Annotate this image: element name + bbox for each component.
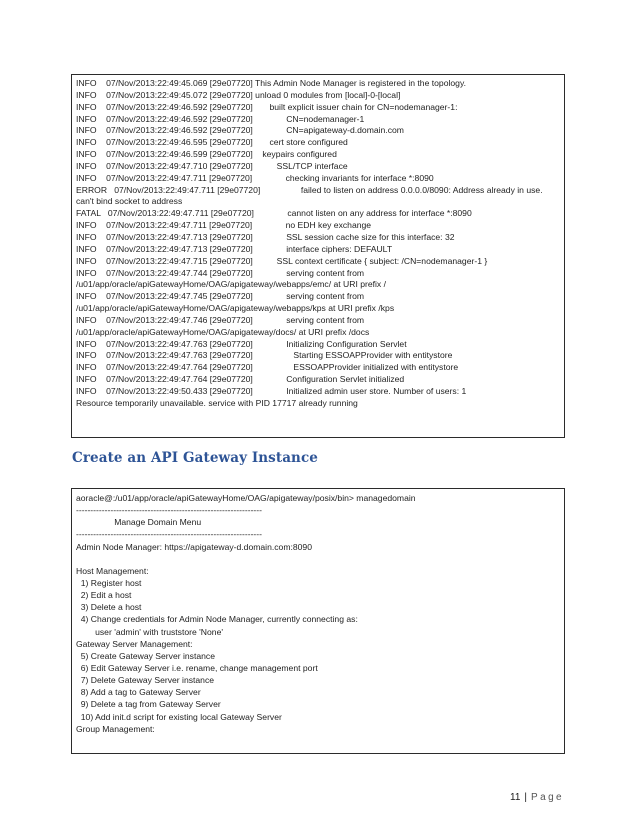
log-line-error: ERROR 07/Nov/2013:22:49:47.711 [29e07720] failed to listen on address 0.0.0.0/8090: Address already in use. can't bind socket to address — [76, 184, 545, 207]
log-line: Resource temporarily unavailable. service with PID 17717 already running — [76, 397, 358, 408]
cli-line: Gateway Server Management: — [76, 638, 193, 649]
cli-line: 5) Create Gateway Server instance — [76, 650, 215, 661]
footer-separator: | — [524, 792, 528, 803]
log-line: INFO 07/Nov/2013:22:49:45.072 [29e07720] unload 0 modules from [local]-0-[local] — [76, 89, 401, 100]
cli-line: 10) Add init.d script for existing local Gateway Server — [76, 711, 282, 722]
log-line: INFO 07/Nov/2013:22:49:47.746 [29e07720] serving content from — [76, 314, 365, 325]
log-line: INFO 07/Nov/2013:22:49:46.592 [29e07720] built explicit issuer chain for CN=nodemanager-1: — [76, 101, 458, 112]
log-line: INFO 07/Nov/2013:22:49:47.764 [29e07720] Configuration Servlet initialized — [76, 374, 405, 385]
page-label: Page — [531, 792, 564, 803]
cli-line: 2) Edit a host — [76, 590, 132, 601]
log-line: /u01/app/oracle/apiGatewayHome/OAG/apigateway/webapps/emc/ at URI prefix / — [76, 279, 387, 290]
log-line: INFO 07/Nov/2013:22:49:47.710 [29e07720] SSL/TCP interface — [76, 160, 348, 171]
log-line: INFO 07/Nov/2013:22:49:47.711 [29e07720] checking invariants for interface *:8090 — [76, 172, 434, 183]
log-line: /u01/app/oracle/apiGatewayHome/OAG/apigateway/webapps/kps at URI prefix /kps — [76, 303, 395, 314]
cli-line: 8) Add a tag to Gateway Server — [76, 687, 201, 698]
cli-divider: ----------------------------------------------------------------- — [76, 529, 263, 540]
cli-line: user 'admin' with truststore 'None' — [76, 626, 223, 637]
cli-line: Group Management: — [76, 723, 155, 734]
cli-divider: ----------------------------------------------------------------- — [76, 505, 263, 516]
cli-line: 1) Register host — [76, 577, 142, 588]
log-line: INFO 07/Nov/2013:22:49:47.713 [29e07720] interface ciphers: DEFAULT — [76, 243, 393, 254]
log-line: INFO 07/Nov/2013:22:49:47.711 [29e07720] no EDH key exchange — [76, 220, 372, 231]
cli-line: 9) Delete a tag from Gateway Server — [76, 699, 221, 710]
log-line: INFO 07/Nov/2013:22:49:47.715 [29e07720] SSL context certificate { subject: /CN=nodemanager-1 } — [76, 255, 488, 266]
log-line: INFO 07/Nov/2013:22:49:47.764 [29e07720] ESSOAPProvider initialized with entitystore — [76, 362, 459, 373]
log-line: INFO 07/Nov/2013:22:49:47.713 [29e07720] SSL session cache size for this interface: 32 — [76, 231, 455, 242]
cli-line: 7) Delete Gateway Server instance — [76, 675, 215, 686]
log-line: INFO 07/Nov/2013:22:49:50.433 [29e07720] Initialized admin user store. Number of users: 1 — [76, 385, 467, 396]
section-heading: Create an API Gateway Instance — [72, 450, 318, 466]
log-line-fatal: FATAL 07/Nov/2013:22:49:47.711 [29e07720] cannot listen on any address for interface *:8090 — [76, 208, 472, 219]
log-line: INFO 07/Nov/2013:22:49:47.744 [29e07720] serving content from — [76, 267, 365, 278]
cli-blank-line — [76, 553, 561, 565]
log-output-box — [71, 74, 565, 438]
page-footer — [510, 792, 564, 803]
log-line: INFO 07/Nov/2013:22:49:45.069 [29e07720] This Admin Node Manager is registered in the topology. — [76, 78, 466, 88]
page-number: 11 — [510, 792, 521, 803]
cli-line: aoracle@:/u01/app/oracle/apiGatewayHome/OAG/apigateway/posix/bin> managedomain — [76, 493, 416, 503]
log-line: INFO 07/Nov/2013:22:49:47.763 [29e07720] Starting ESSOAPProvider with entitystore — [76, 350, 453, 361]
cli-line: 3) Delete a host — [76, 602, 142, 613]
cli-line: 4) Change credentials for Admin Node Manager, currently connecting as: — [76, 614, 358, 625]
log-line: INFO 07/Nov/2013:22:49:46.592 [29e07720] CN=apigateway-d.domain.com — [76, 125, 404, 136]
cli-output-box — [71, 488, 565, 754]
log-line: INFO 07/Nov/2013:22:49:46.599 [29e07720] keypairs configured — [76, 149, 337, 160]
log-line: INFO 07/Nov/2013:22:49:47.763 [29e07720] Initializing Configuration Servlet — [76, 338, 407, 349]
log-line: /u01/app/oracle/apiGatewayHome/OAG/apigateway/docs/ at URI prefix /docs — [76, 326, 370, 337]
log-line: INFO 07/Nov/2013:22:49:47.745 [29e07720] serving content from — [76, 291, 365, 302]
cli-line: Admin Node Manager: https://apigateway-d.domain.com:8090 — [76, 541, 312, 552]
log-line: INFO 07/Nov/2013:22:49:46.595 [29e07720] cert store configured — [76, 137, 348, 148]
log-line: INFO 07/Nov/2013:22:49:46.592 [29e07720] CN=nodemanager-1 — [76, 113, 365, 124]
cli-menu-title: Manage Domain Menu — [76, 517, 202, 528]
cli-line: Host Management: — [76, 565, 149, 576]
cli-line: 6) Edit Gateway Server i.e. rename, change management port — [76, 662, 318, 673]
